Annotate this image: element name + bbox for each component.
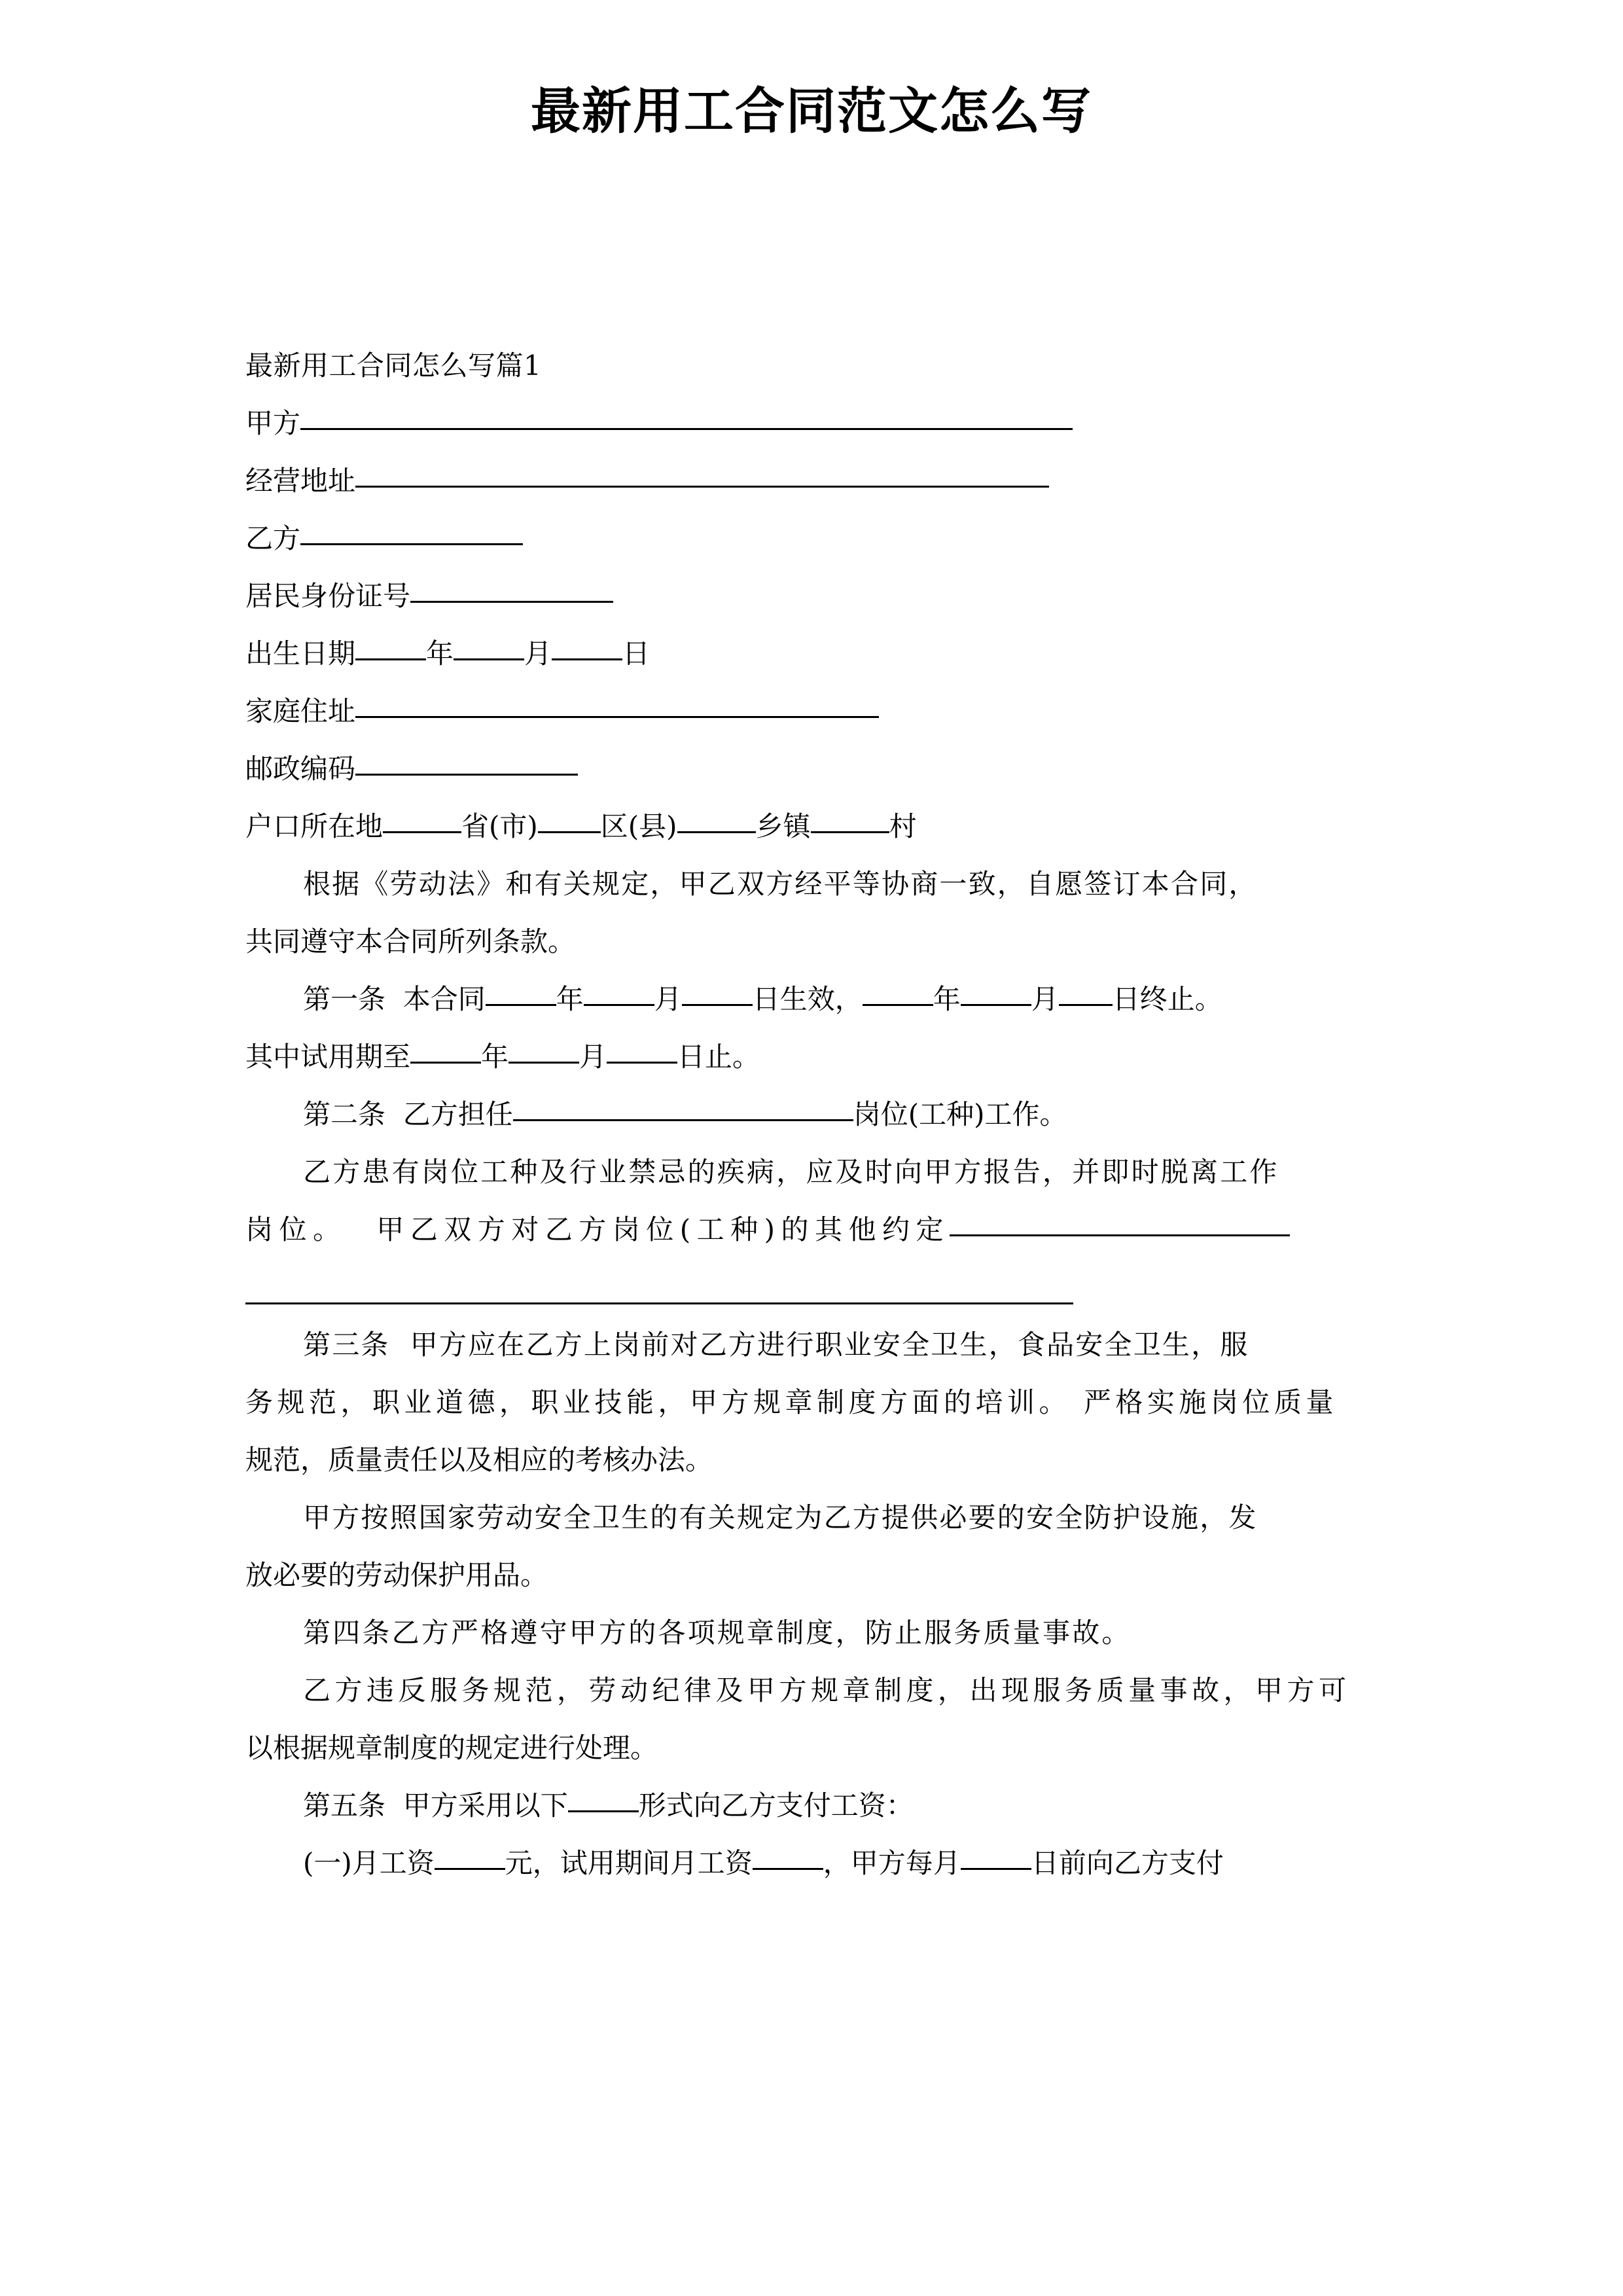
article-1-start-month-unit: 月 bbox=[654, 983, 682, 1015]
article-1-start-day-rule[interactable] bbox=[682, 1004, 753, 1006]
probation-label: 其中试用期至 bbox=[245, 1041, 411, 1073]
field-home-address-label: 家庭住址 bbox=[245, 695, 356, 727]
article-1-start-month-rule[interactable] bbox=[584, 1004, 654, 1006]
article-5-label: 第五条 甲方采用以下 bbox=[303, 1789, 568, 1821]
field-household-village-unit: 村 bbox=[889, 810, 917, 842]
article-3-line-2: 务规范，职业道德，职业技能，甲方规章制度方面的培训。 严格实施岗位质量 bbox=[245, 1386, 1338, 1418]
field-party-b-rule[interactable] bbox=[300, 543, 523, 545]
article-1-label: 第一条 本合同 bbox=[303, 983, 486, 1015]
article-2-label: 第二条 乙方担任 bbox=[303, 1098, 513, 1130]
probation-month-rule[interactable] bbox=[508, 1062, 579, 1064]
field-household-district-rule[interactable] bbox=[538, 831, 601, 833]
article-1-end-year-unit: 年 bbox=[933, 983, 961, 1015]
article-5-payment-form-rule[interactable] bbox=[568, 1810, 639, 1812]
article-3-line-3: 规范，质量责任以及相应的考核办法。 bbox=[245, 1444, 713, 1476]
field-birth-day-unit: 日 bbox=[622, 637, 651, 670]
article-1-effective-text: 日生效， bbox=[752, 983, 863, 1015]
field-household-town-unit: 乡镇 bbox=[755, 810, 811, 842]
field-birth-day-rule[interactable] bbox=[552, 658, 622, 660]
article-2-other-agreement-rule[interactable] bbox=[950, 1234, 1290, 1236]
field-id-number bbox=[245, 567, 1378, 625]
article-1-start-year-unit: 年 bbox=[556, 983, 584, 1015]
field-party-a-label: 甲方 bbox=[245, 407, 301, 439]
field-party-b bbox=[245, 510, 1378, 567]
field-household-district-unit: 区(县) bbox=[600, 810, 677, 842]
section-heading: 最新用工合同怎么写篇1 bbox=[245, 350, 542, 382]
field-business-address-label: 经营地址 bbox=[245, 465, 356, 497]
probation-wage-label: 元，试用期间月工资 bbox=[505, 1847, 753, 1879]
field-household-province-rule[interactable] bbox=[383, 831, 461, 833]
field-postal-code-label: 邮政编码 bbox=[245, 753, 356, 785]
field-household-label: 户口所在地 bbox=[245, 810, 383, 842]
article-2-position-rule[interactable] bbox=[513, 1119, 853, 1121]
article-1-terminate-text: 日终止。 bbox=[1112, 983, 1222, 1015]
field-postal-code-rule[interactable] bbox=[355, 774, 578, 776]
article-2-continuation-line bbox=[245, 1259, 1378, 1316]
payday-rule[interactable] bbox=[961, 1868, 1031, 1870]
article-4-line-3: 以根据规章制度的规定进行处理。 bbox=[245, 1732, 658, 1764]
probation-day-rule[interactable] bbox=[607, 1062, 677, 1064]
article-2-continuation-rule[interactable] bbox=[245, 1302, 1073, 1304]
field-party-a bbox=[245, 395, 1378, 452]
payday-label: ，甲方每月 bbox=[823, 1847, 961, 1879]
article-1-end-month-unit: 月 bbox=[1031, 983, 1059, 1015]
payday-suffix: 日前向乙方支付 bbox=[1031, 1847, 1224, 1879]
field-party-a-rule[interactable] bbox=[300, 428, 1073, 430]
probation-wage-rule[interactable] bbox=[753, 1868, 823, 1870]
field-household-town-rule[interactable] bbox=[677, 831, 756, 833]
field-birth-month-unit: 月 bbox=[524, 637, 552, 670]
document-body bbox=[245, 337, 1378, 1892]
field-party-b-label: 乙方 bbox=[245, 522, 301, 554]
article-2-other-agreement-label: 岗位。 甲乙双方对乙方岗位(工种)的其他约定 bbox=[245, 1213, 950, 1246]
field-business-address-rule[interactable] bbox=[355, 486, 1049, 488]
article-4-line-2: 乙方违反服务规范，劳动纪律及甲方规章制度，出现服务质量事故，甲方可 bbox=[303, 1674, 1351, 1706]
probation-year-rule[interactable] bbox=[410, 1062, 481, 1064]
article-5-line-1 bbox=[245, 1777, 1378, 1835]
field-birth-year-rule[interactable] bbox=[355, 658, 426, 660]
article-2-note-line-1: 乙方患有岗位工种及行业禁忌的疾病，应及时向甲方报告，并即时脱离工作 bbox=[303, 1156, 1279, 1188]
monthly-wage-label: (一)月工资 bbox=[303, 1847, 435, 1879]
article-1-end-day-rule[interactable] bbox=[1059, 1004, 1113, 1006]
field-birth-month-rule[interactable] bbox=[454, 658, 524, 660]
article-1-end-month-rule[interactable] bbox=[961, 1004, 1031, 1006]
page-title: 最新用工合同范文怎么写 bbox=[531, 82, 1092, 140]
probation-end-text: 日止。 bbox=[677, 1041, 760, 1073]
article-1-start-year-rule[interactable] bbox=[486, 1004, 556, 1006]
field-business-address bbox=[245, 452, 1378, 510]
field-household-registration bbox=[245, 798, 1378, 855]
article-5-item-1 bbox=[245, 1835, 1378, 1892]
article-3-line-1: 第三条 甲方应在乙方上岗前对乙方进行职业安全卫生，食品安全卫生，服 bbox=[303, 1329, 1249, 1361]
field-home-address-rule[interactable] bbox=[355, 716, 879, 718]
article-2-line-1 bbox=[245, 1086, 1378, 1143]
article-2-position-text: 岗位(工种)工作。 bbox=[853, 1098, 1067, 1130]
field-birth-date bbox=[245, 625, 1378, 683]
article-1-line-1 bbox=[245, 971, 1378, 1028]
article-5-payment-text: 形式向乙方支付工资： bbox=[638, 1789, 914, 1821]
field-household-village-rule[interactable] bbox=[811, 831, 889, 833]
field-postal-code bbox=[245, 740, 1378, 798]
article-1-line-2 bbox=[245, 1028, 1378, 1086]
field-home-address bbox=[245, 683, 1378, 740]
monthly-wage-rule[interactable] bbox=[435, 1868, 505, 1870]
article-3-line-5: 放必要的劳动保护用品。 bbox=[245, 1559, 548, 1591]
probation-year-unit: 年 bbox=[481, 1041, 509, 1073]
article-4-line-1: 第四条乙方严格遵守甲方的各项规章制度，防止服务质量事故。 bbox=[303, 1617, 1132, 1649]
article-2-note-line-2 bbox=[245, 1201, 1378, 1259]
field-id-number-label: 居民身份证号 bbox=[245, 580, 411, 612]
field-birth-year-unit: 年 bbox=[426, 637, 454, 670]
preamble-line-2: 共同遵守本合同所列条款。 bbox=[245, 925, 576, 958]
preamble-line-1: 根据《劳动法》和有关规定，甲乙双方经平等协商一致，自愿签订本合同， bbox=[303, 868, 1258, 900]
field-birth-date-label: 出生日期 bbox=[245, 637, 356, 670]
article-1-end-year-rule[interactable] bbox=[863, 1004, 933, 1006]
probation-month-unit: 月 bbox=[579, 1041, 607, 1073]
field-id-number-rule[interactable] bbox=[410, 601, 613, 603]
article-3-line-4: 甲方按照国家劳动安全卫生的有关规定为乙方提供必要的安全防护设施，发 bbox=[303, 1501, 1258, 1534]
field-household-province-unit: 省(市) bbox=[461, 810, 538, 842]
